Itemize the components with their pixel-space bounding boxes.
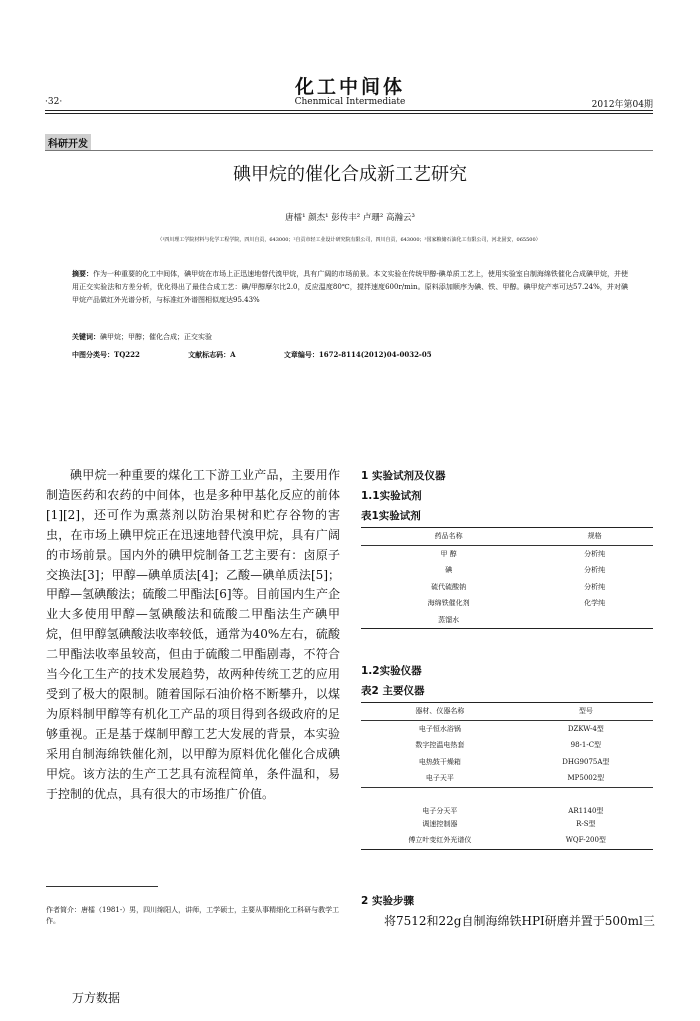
clc-value: TQ222 — [114, 350, 140, 359]
article-id-label: 文章编号： — [283, 350, 319, 359]
doc-code-label: 文献标志码： — [188, 350, 231, 359]
keywords-label: 关键词： — [72, 332, 100, 341]
header-rule — [45, 110, 653, 111]
abstract — [72, 268, 628, 307]
table-cell: 傅立叶变红外光谱仪 — [408, 836, 472, 845]
issue-label: 2012年第04期 — [591, 100, 653, 110]
table-cell: 碘 — [445, 566, 453, 575]
table-header-row — [361, 703, 653, 721]
article-title: 碘甲烷的催化合成新工艺研究 — [233, 164, 467, 185]
page-number: ·32· — [45, 97, 63, 107]
table-cell: 蒸馏水 — [438, 615, 460, 624]
article-affiliation: （¹四川理工学院材料与化学工程学院，四川自贡，643000；²自贡市轻工业设计研究院有限公司，四川自贡，643000；³国家粮储石油化工有限公司，河北固安，065500） — [157, 237, 541, 243]
table-1-title: 表1实验试剂 — [361, 510, 421, 522]
section-1-1-heading: 1.1实验试剂 — [361, 490, 422, 502]
table-cell: 电子天平 — [425, 774, 454, 783]
article-authors: 唐檑¹ 颜杰¹ 彭传丰² 卢珊² 高瀚云³ — [285, 213, 415, 223]
table-cell: DHG9075A型 — [562, 757, 610, 766]
journal-english-name: Chenmical Intermediate — [294, 97, 406, 107]
table-row — [361, 754, 653, 771]
section-tag: 科研开发 — [45, 134, 91, 151]
table-cell: 分析纯 — [584, 566, 606, 575]
table-cell: 化学纯 — [584, 599, 606, 608]
classification-line — [72, 350, 478, 360]
table-cell: DZKW-4型 — [567, 724, 604, 733]
instrument-table — [361, 702, 653, 850]
table-cell: MP5002型 — [567, 774, 605, 783]
table-row — [361, 579, 653, 596]
wanfang-watermark: 万方数据 — [72, 991, 121, 1005]
table-cell: AR1140型 — [568, 806, 604, 815]
section-1-2-heading: 1.2实验仪器 — [361, 665, 422, 677]
table-cell: 分析纯 — [584, 582, 606, 591]
body-paragraph: 碘甲烷一种重要的煤化工下游工业产品，主要用作制造医药和农药的中间体，也是多种甲基化反应的前体[1][2]，还可作为熏蒸剂以防治果树和贮存谷物的害虫，在市场上碘甲烷正在迅速地替代溴甲烷，具有广阔的市场前景。国内外的碘甲烷制备工艺主要有：卤原子交换法[3]；甲醇—碘单质法[4]；乙酸—碘单质法[5]；甲醇—氢碘酸法；硫酸二甲酯法[6]等。目前国内生产企业大多使用甲醇—氢碘酸法和硫酸二甲酯法生产碘甲烷，但甲醇氢碘酸法收率较低，通常为40%左右，硫酸二甲酯法收率虽较高，但由于硫酸二甲酯剧毒，不符合当今化工生产的技术发展趋势，故两种传统工艺的应用受到了极大的限制。随着国际石油价格不断攀升，以煤为原料制甲醇等有机化工产品的项目得到各级政府的足够重视。正是基于煤制甲醇工艺大发展的背景，本实验采用自制海绵铁催化剂，以甲醇为原料优化催化合成碘甲烷。该方法的生产工艺具有流程简单，条件温和，易于控制的优点，具有很大的市场推广价值。 — [46, 468, 340, 801]
table-header-row — [361, 528, 653, 546]
table-header-cell: 器材、仪器名称 — [415, 707, 465, 716]
table-header-cell: 药品名称 — [434, 532, 463, 541]
table-row — [361, 720, 653, 737]
table-cell: 硫代硫酸钠 — [431, 582, 467, 591]
table-cell: 电热鼓干燥箱 — [418, 757, 461, 766]
table-cell: R-S型 — [576, 819, 596, 828]
table-cell: 甲 醇 — [440, 549, 457, 558]
table-row — [361, 545, 653, 562]
table-row — [361, 595, 653, 612]
article-id-value: 1672-8114(2012)04-0032-05 — [318, 350, 432, 359]
table-cell: 电子分天平 — [422, 806, 458, 815]
keywords — [72, 332, 212, 342]
table-header-cell: 型号 — [578, 707, 593, 716]
table-row — [361, 816, 653, 833]
step-paragraph: 将7512和22g自制海绵铁HPI研磨并置于500ml三 — [384, 914, 655, 928]
table-2-title: 表2 主要仪器 — [361, 685, 425, 697]
table-header-cell: 规格 — [587, 532, 602, 541]
table-row — [361, 770, 653, 787]
table-row — [361, 737, 653, 754]
table-row — [361, 562, 653, 579]
abstract-label: 摘要： — [72, 270, 94, 278]
header-rule-thin — [45, 113, 653, 114]
table-row — [361, 832, 653, 849]
abstract-text: 作为一种重要的化工中间体，碘甲烷在市场上正迅速地替代溴甲烷，具有广阔的市场前景。本文实验在传统甲醇-碘单质工艺上，使用实验室自制海绵铁催化合成碘甲烷，并使用正交实验法和方差分析，优化得出了最佳合成工艺：碘/甲醇摩尔比2.0，反应温度80℃，搅拌速度600r/min。原料添加顺序为碘、铁、甲醇。碘甲烷产率可达57.24%，并对碘甲烷产品做红外光谱分析，与标准红外谱图相似度达95.43% — [72, 270, 628, 304]
footnote-rule — [46, 886, 158, 887]
author-footnote: 作者简介：唐檑（1981-）男，四川绵阳人，讲师，工学硕士，主要从事精细化工科研与教学工作。 — [46, 906, 340, 925]
table-cell: 海绵铁催化剂 — [427, 599, 470, 608]
table-cell: 调速控制器 — [422, 819, 458, 828]
table-row — [361, 787, 653, 816]
table-cell — [536, 612, 653, 629]
table-cell: 98-1-C型 — [570, 741, 602, 750]
journal-title: 化工中间体 — [294, 76, 405, 98]
section-2-heading: 2 实验步骤 — [361, 895, 414, 907]
table-row — [361, 612, 653, 629]
doc-code-value: A — [230, 350, 236, 359]
table-cell: 数字控温电热套 — [415, 741, 465, 750]
table-cell: 分析纯 — [584, 549, 606, 558]
clc-label: 中图分类号： — [72, 350, 114, 359]
keywords-text: 碘甲烷；甲醇；催化合成；正交实验 — [100, 333, 212, 341]
reagent-table — [361, 527, 653, 629]
section-rule — [45, 150, 653, 151]
table-cell: 电子恒水浴锅 — [418, 724, 461, 733]
section-1-heading: 1 实验试剂及仪器 — [361, 470, 446, 482]
table-cell: WQF-200型 — [565, 836, 606, 845]
